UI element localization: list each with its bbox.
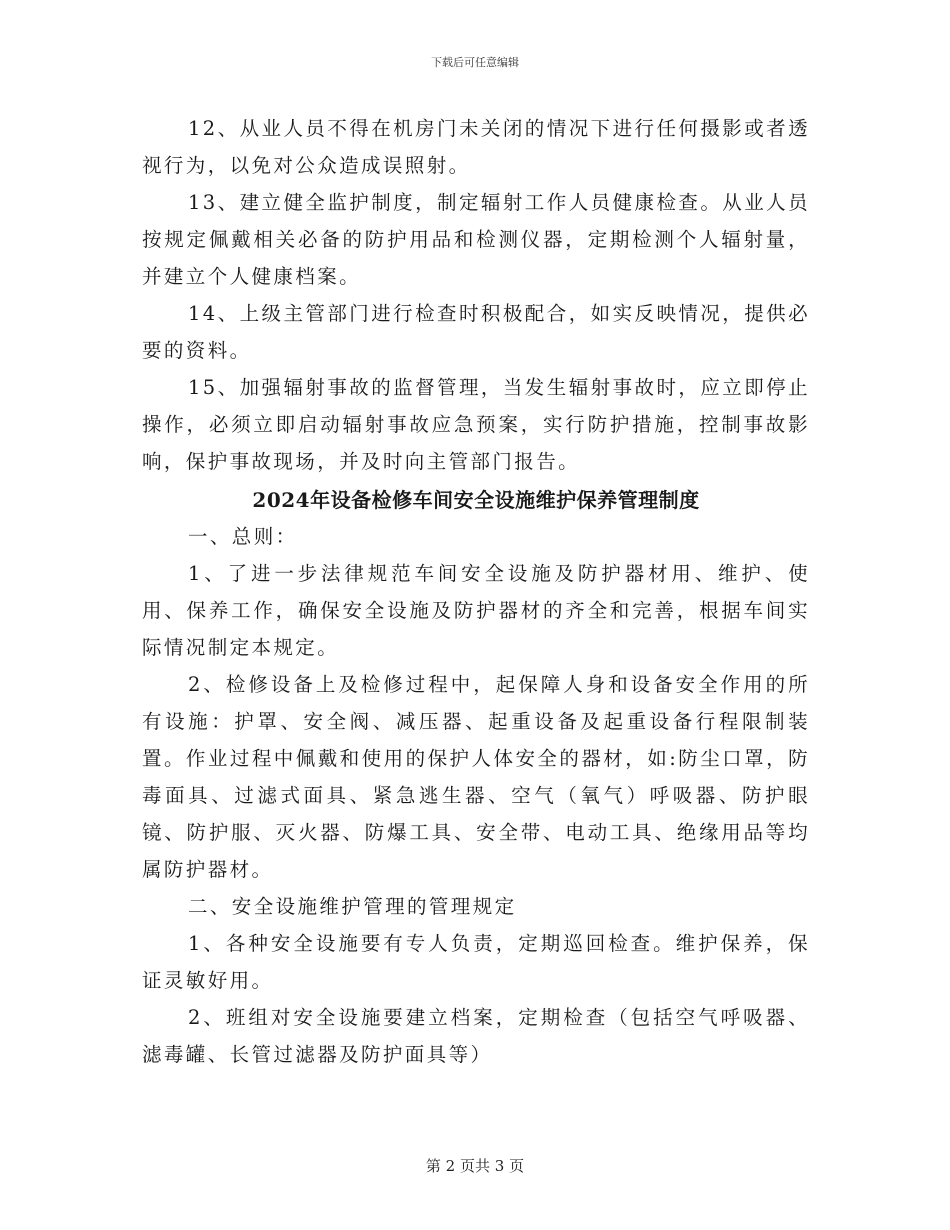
section-title: 2024年设备检修车间安全设施维护保养管理制度	[252, 488, 700, 512]
paragraph-rule-2: 2、班组对安全设施要建立档案，定期检查（包括空气呼吸器、滤毒罐、长管过滤器及防护面具等）	[142, 1006, 810, 1066]
paragraph-item-14: 14、上级主管部门进行检查时积极配合，如实反映情况，提供必要的资料。	[142, 302, 810, 362]
document-body	[142, 110, 810, 1073]
paragraph-item-12: 12、从业人员不得在机房门未关闭的情况下进行任何摄影或者透视行为，以免对公众造成误照射。	[142, 117, 810, 177]
page-header: 下载后可任意编辑	[431, 56, 519, 69]
paragraph-general-2: 2、检修设备上及检修过程中，起保障人身和设备安全作用的所有设施：护罩、安全阀、减压器、起重设备及起重设备行程限制装置。作业过程中佩戴和使用的保护人体安全的器材，如:防尘口罩，防毒面具、过滤式面具、紧急逃生器、空气（氧气）呼吸器、防护眼镜、防护服、灭火器、防爆工具、安全带、电动工具、绝缘用品等均属防护器材。	[142, 673, 810, 881]
paragraph-item-13: 13、建立健全监护制度，制定辐射工作人员健康检查。从业人员按规定佩戴相关必备的防护用品和检测仪器，定期检测个人辐射量，并建立个人健康档案。	[142, 191, 810, 288]
heading-maintenance-rules: 二、安全设施维护管理的管理规定	[188, 895, 517, 918]
paragraph-general-1: 1、了进一步法律规范车间安全设施及防护器材用、维护、使用、保养工作，确保安全设施及防护器材的齐全和完善，根据车间实际情况制定本规定。	[142, 562, 810, 659]
paragraph-item-15: 15、加强辐射事故的监督管理，当发生辐射事故时，应立即停止操作，必须立即启动辐射事故应急预案，实行防护措施，控制事故影响，保护事故现场，并及时向主管部门报告。	[142, 376, 810, 473]
page-footer: 第 2 页共 3 页	[425, 1157, 525, 1175]
heading-general: 一、总则：	[188, 525, 298, 548]
paragraph-rule-1: 1、各种安全设施要有专人负责，定期巡回检查。维护保养，保证灵敏好用。	[142, 932, 810, 992]
